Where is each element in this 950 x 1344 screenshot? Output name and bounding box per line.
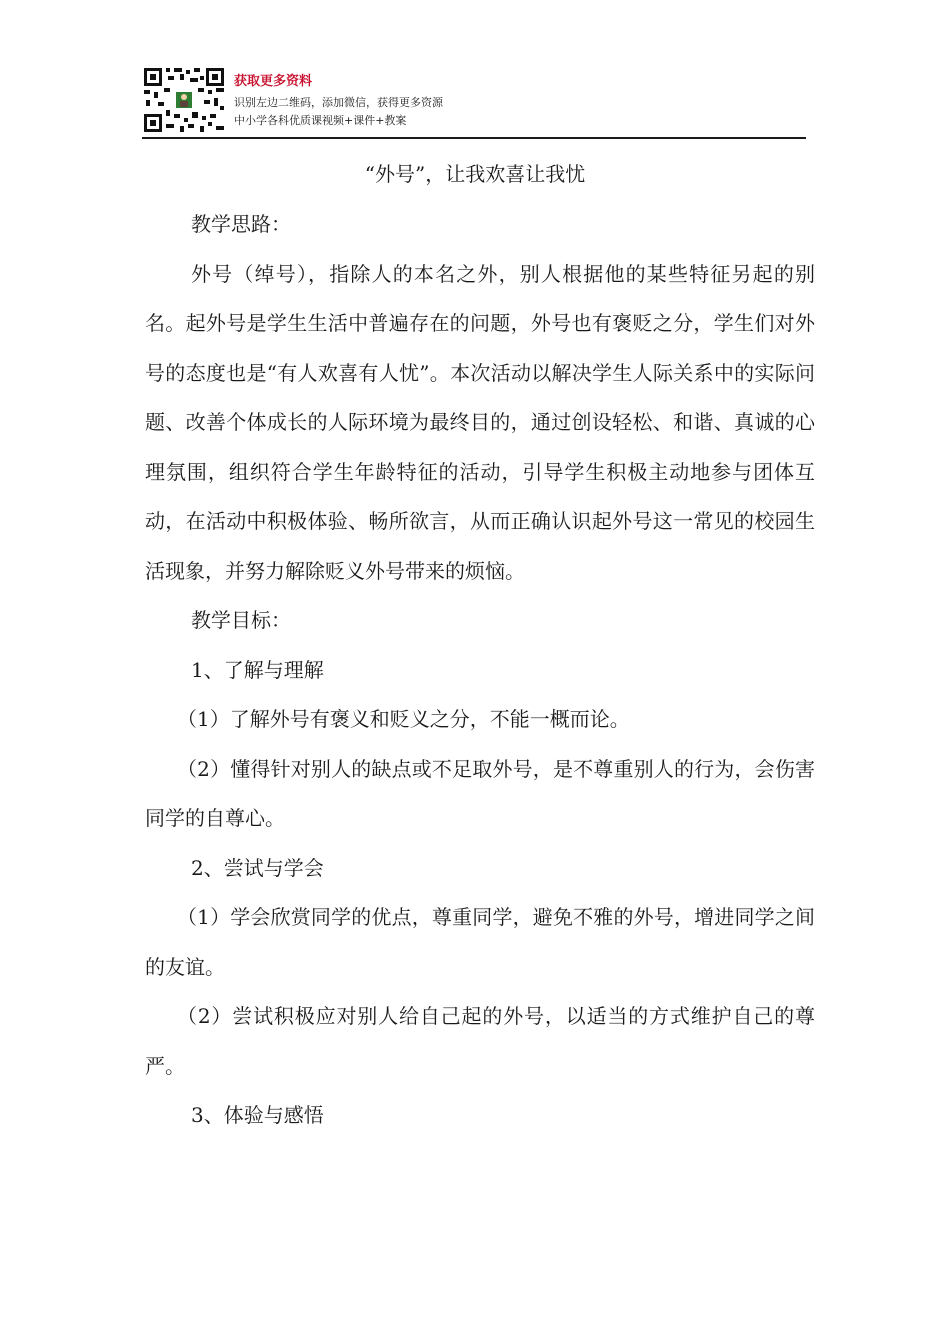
document-title: “外号”，让我欢喜让我忧	[364, 162, 586, 186]
header-title: 获取更多资料	[234, 74, 313, 89]
goal-item-2-1: （1）学会欣赏同学的优点，尊重同学，避免不雅的外号，增进同学之间的友谊。	[145, 905, 815, 979]
goal-heading-1: 1、了解与理解	[191, 657, 324, 682]
goal-item-2-2: （2）尝试积极应对别人给自己起的外号，以适当的方式维护自己的尊严。	[145, 1004, 815, 1078]
goal-item-1-2: （2）懂得针对别人的缺点或不足取外号，是不尊重别人的行为，会伤害同学的自尊心。	[145, 756, 815, 830]
qr-code-icon[interactable]	[142, 66, 226, 134]
header-line-2: 中小学各科优质课视频+课件+教案	[234, 114, 407, 127]
goal-item-1-1: （1）了解外号有褒义和贬义之分，不能一概而论。	[177, 707, 630, 731]
goal-heading-2: 2、尝试与学会	[191, 855, 324, 880]
header-line-1: 识别左边二维码，添加微信，获得更多资源	[234, 96, 443, 109]
goal-heading-3: 3、体验与感悟	[191, 1103, 324, 1127]
header-banner	[142, 66, 806, 136]
section-heading-teaching-idea: 教学思路：	[191, 212, 291, 236]
document-body	[145, 200, 815, 1141]
paragraph-teaching-idea: 外号（绰号），指除人的本名之外，别人根据他的某些特征另起的别名。起外号是学生生活中普遍存在的问题，外号也有褒贬之分，学生们对外号的态度也是“有人欢喜有人忧”。本次活动以解决学生人际关系中的实际问题、改善个体成长的人际环境为最终目的，通过创设轻松、和谐、真诚的心理氛围，组织符合学生年龄特征的活动，引导学生积极主动地参与团体互动，在活动中积极体验、畅所欲言，从而正确认识起外号这一常见的校园生活现象，并努力解除贬义外号带来的烦恼。	[145, 261, 815, 583]
header-divider	[142, 137, 806, 139]
section-heading-teaching-goals: 教学目标：	[191, 608, 291, 632]
